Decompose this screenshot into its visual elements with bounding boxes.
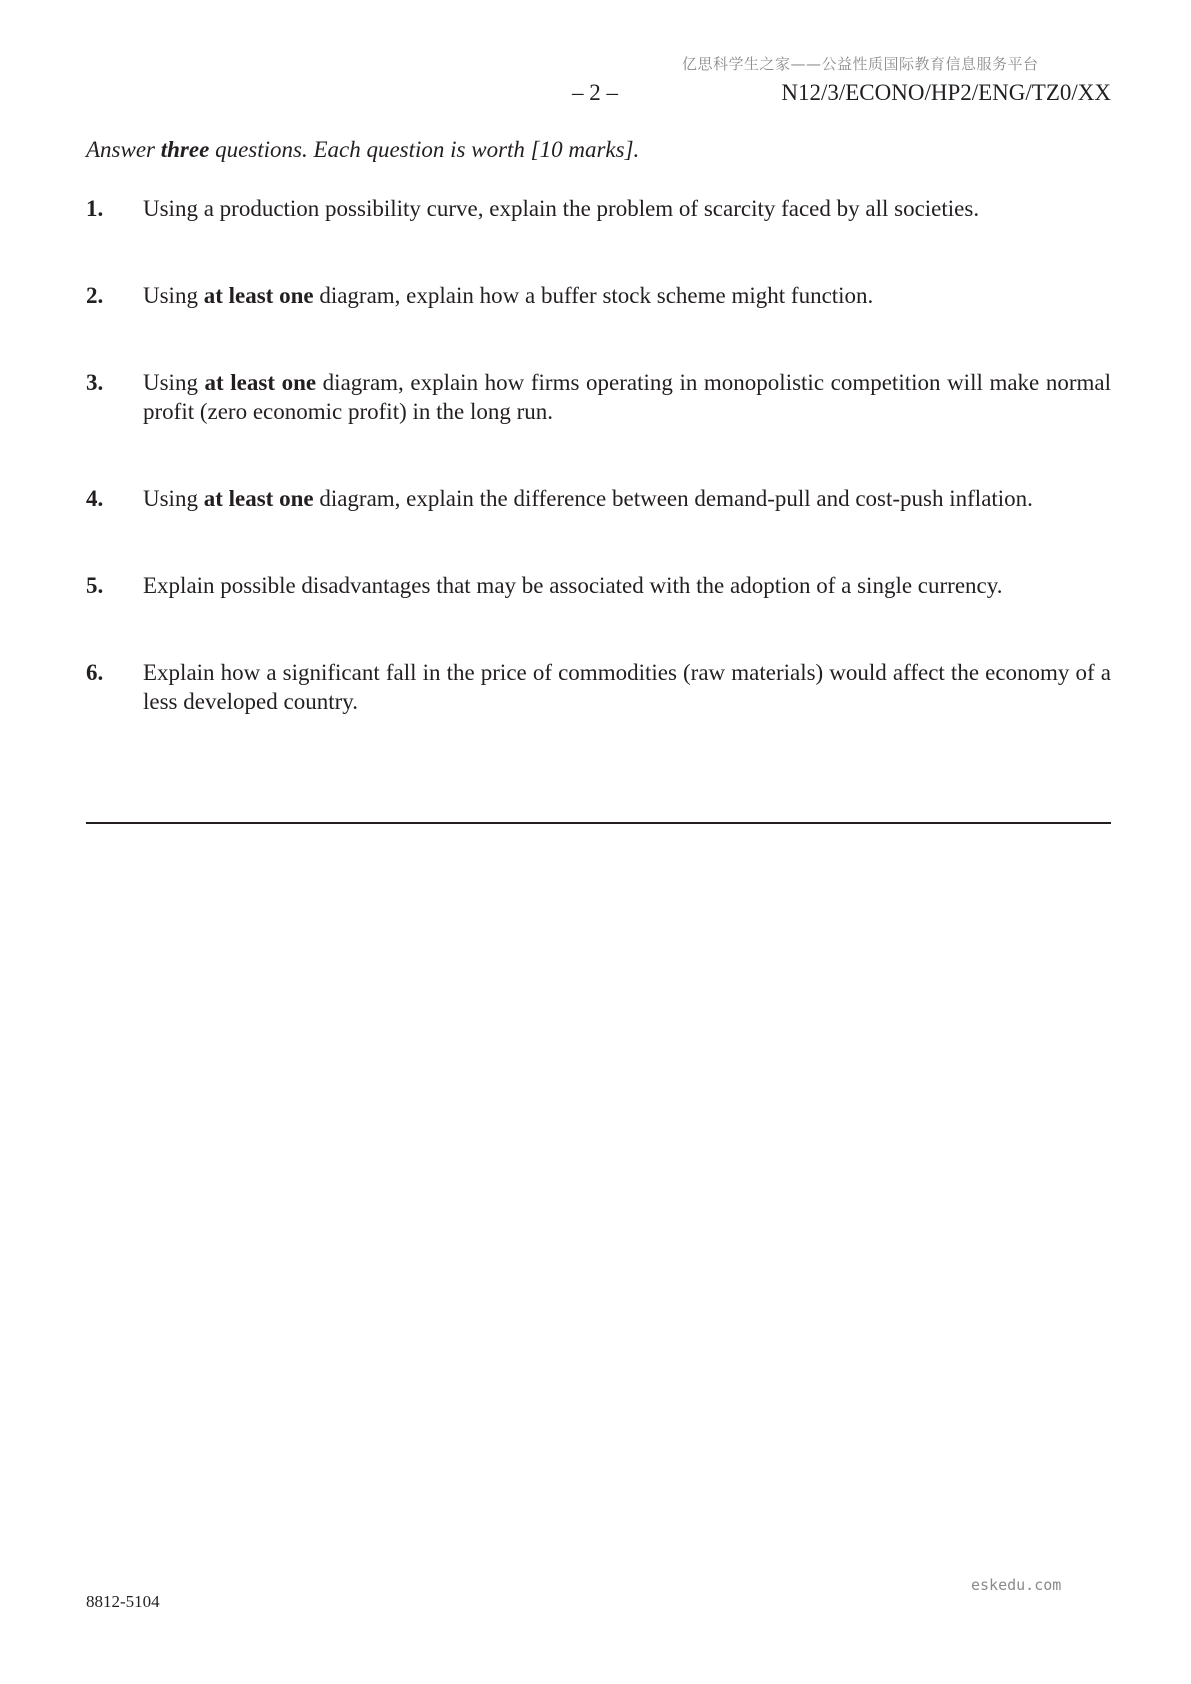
question-text-before: Explain how a significant fall in the price of commodities (raw materials) would affect the economy of a less developed country. [143, 660, 1111, 714]
question-text [143, 484, 1111, 513]
question-number: 4. [86, 486, 104, 511]
instructions-text-before: Answer [86, 137, 161, 162]
question-text [143, 571, 1111, 600]
page-number: – 2 – [572, 80, 618, 105]
question-item-3 [86, 368, 1111, 426]
end-of-questions-divider [86, 822, 1111, 824]
question-text-after: diagram, explain how a buffer stock scheme might function. [313, 283, 874, 308]
question-number: 5. [86, 573, 104, 598]
question-emphasis: at least one [203, 486, 314, 511]
question-text-after: diagram, explain how firms operating in monopolistic competition will make normal profit (zero economic profit) in the long run. [143, 370, 1111, 424]
question-emphasis: at least one [203, 283, 314, 308]
question-number: 3. [86, 370, 104, 395]
question-item-6 [86, 658, 1111, 716]
question-text [143, 658, 1111, 716]
header-watermark: 亿思科学生之家——公益性质国际教育信息服务平台 [682, 55, 1039, 73]
instructions-text-after: questions. Each question is worth [10 marks]. [209, 137, 640, 162]
question-text-before: Using [143, 486, 204, 511]
question-text-before: Using a production possibility curve, explain the problem of scarcity faced by all societies. [143, 196, 980, 221]
question-text [143, 281, 1111, 310]
paper-code: N12/3/ECONO/HP2/ENG/TZ0/XX [781, 80, 1111, 105]
question-text-before: Explain possible disadvantages that may be associated with the adoption of a single currency. [143, 573, 1003, 598]
question-item-4 [86, 484, 1111, 513]
question-number: 1. [86, 196, 104, 221]
question-item-2 [86, 281, 1111, 310]
question-number: 2. [86, 283, 104, 308]
instructions-emphasis: three [160, 137, 210, 162]
question-text [143, 194, 1111, 223]
question-emphasis: at least one [204, 370, 317, 395]
question-text-before: Using [143, 370, 205, 395]
question-text-before: Using [143, 283, 204, 308]
question-list [86, 194, 1111, 774]
question-number: 6. [86, 660, 104, 685]
question-text-after: diagram, explain the difference between demand-pull and cost-push inflation. [313, 486, 1033, 511]
question-item-5 [86, 571, 1111, 600]
question-item-1 [86, 194, 1111, 223]
exam-instructions [86, 137, 639, 163]
question-text [143, 368, 1111, 426]
footer-code: 8812-5104 [86, 1592, 160, 1611]
footer-watermark: eskedu.com [971, 1576, 1062, 1594]
